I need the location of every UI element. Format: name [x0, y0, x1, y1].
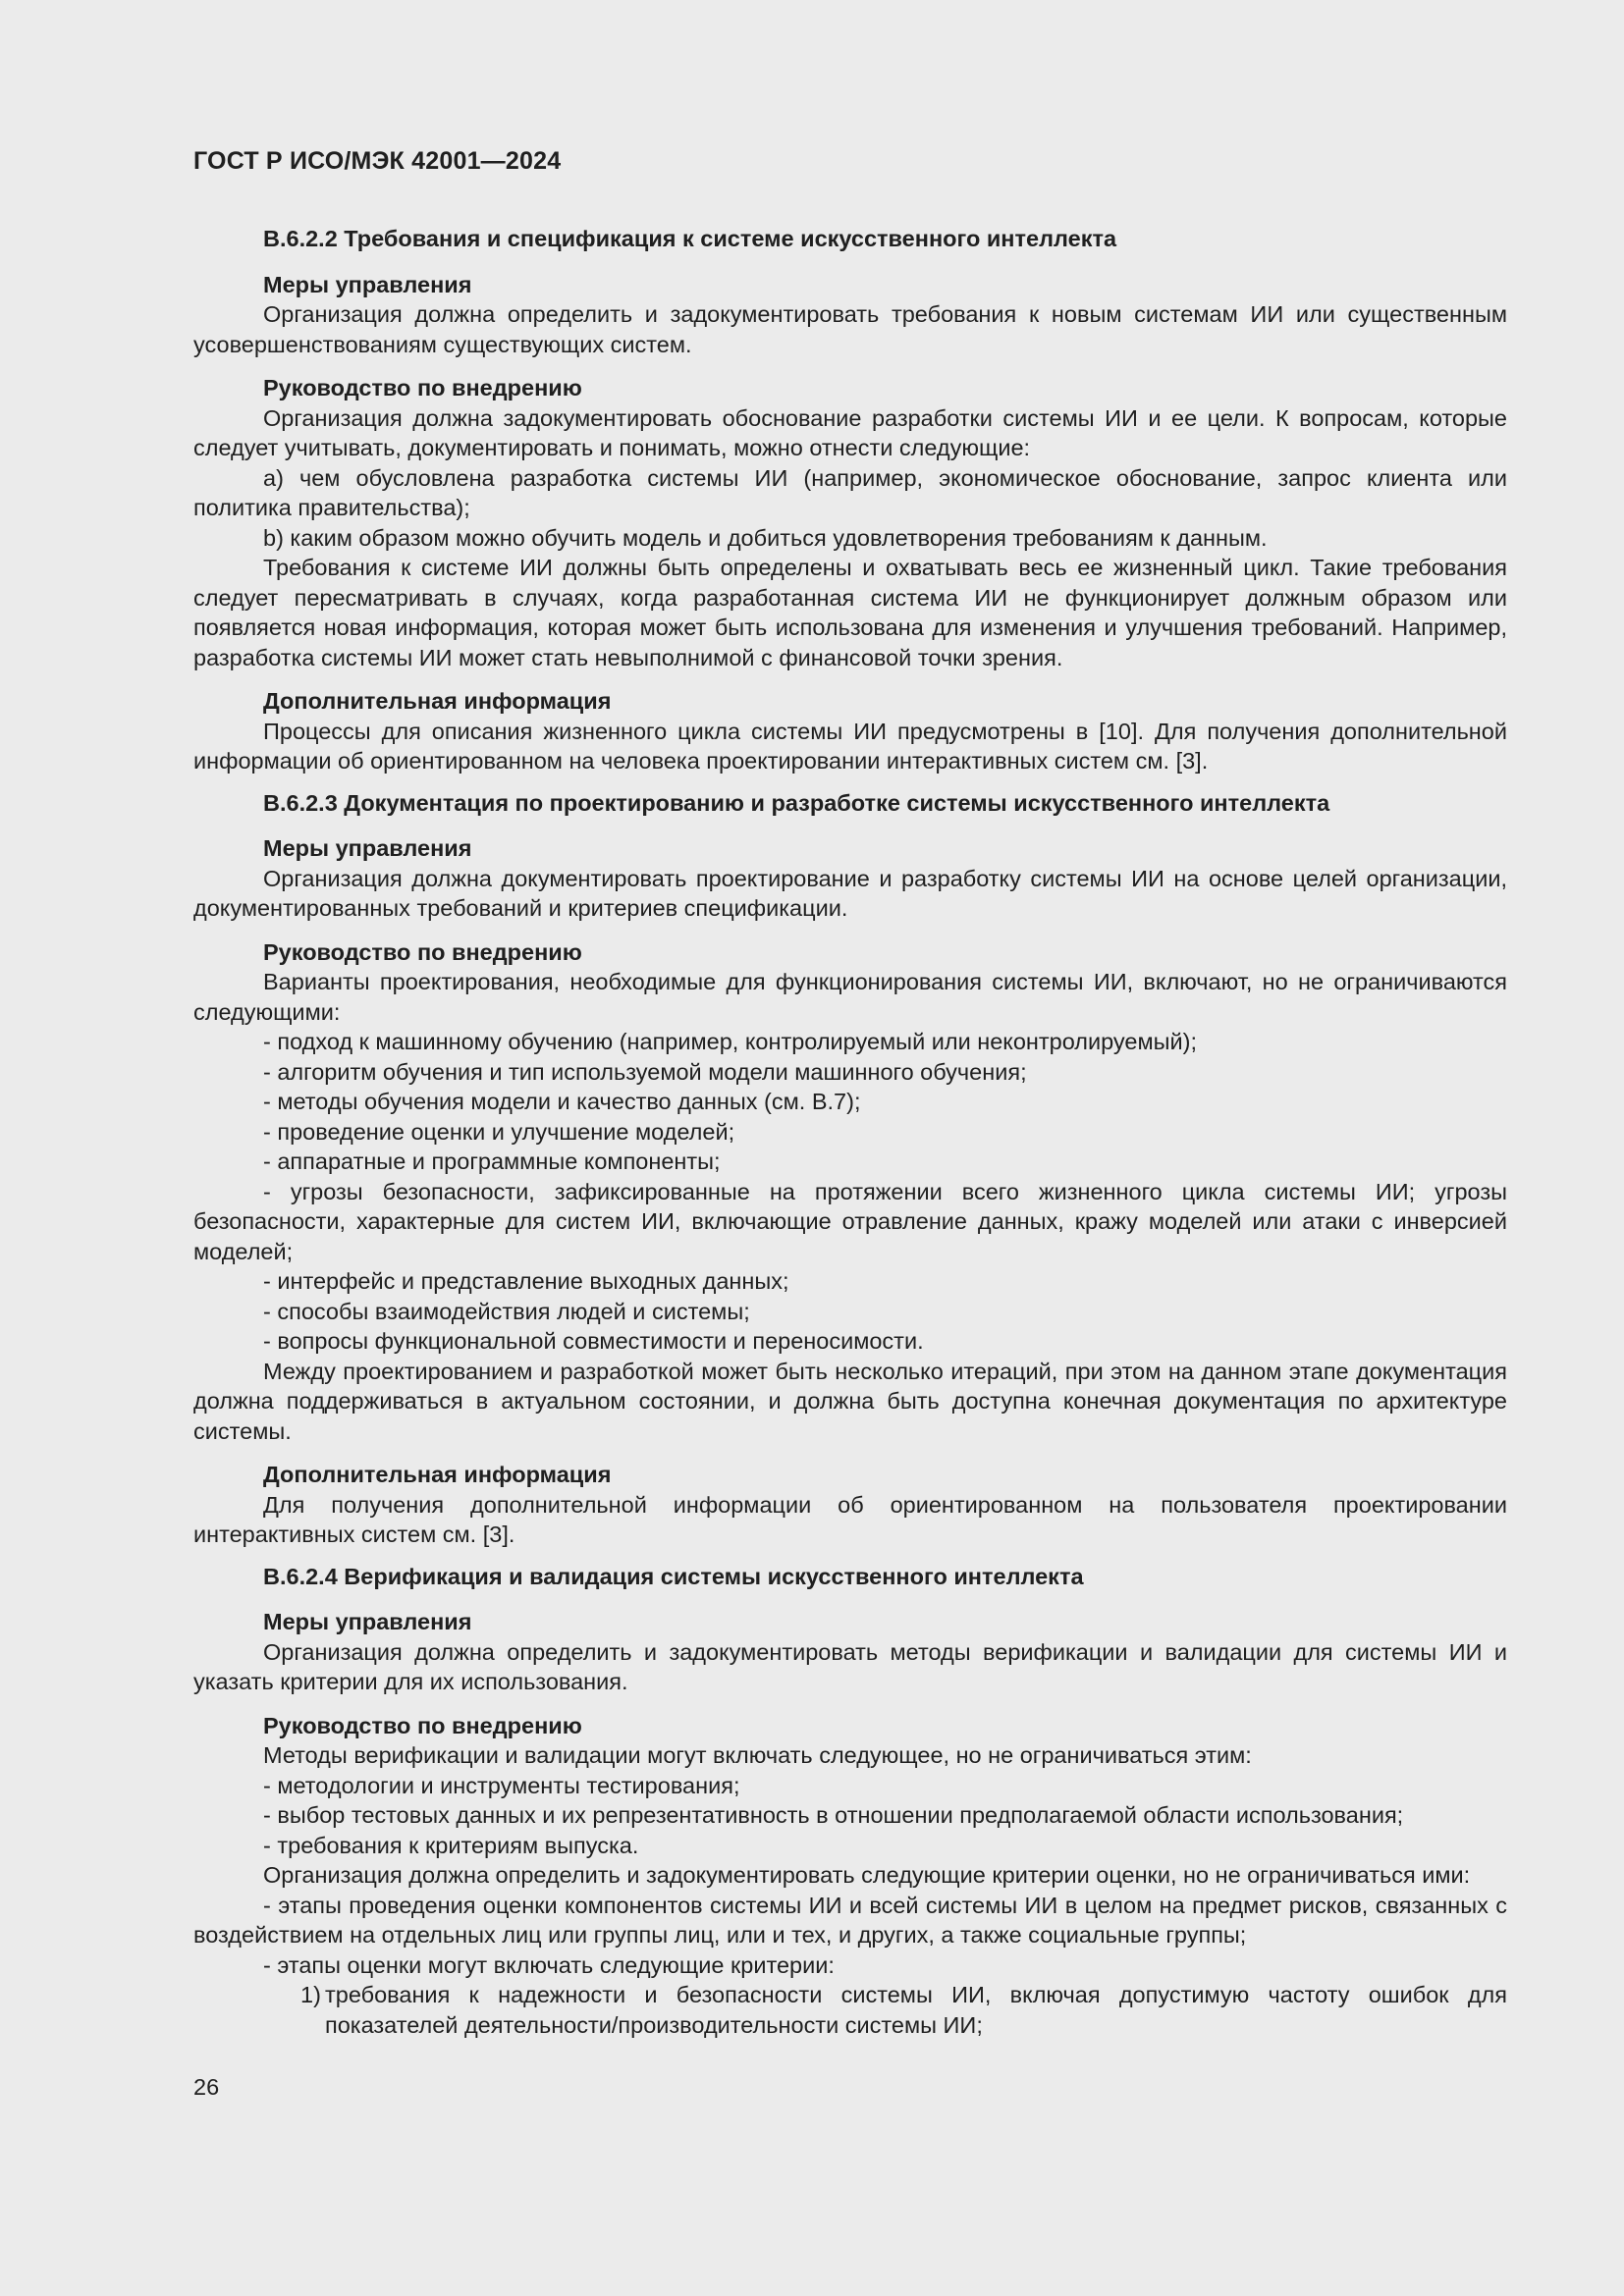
numbered-item-text: требования к надежности и безопасности системы ИИ, включая допустимую частоту ошибок для показателей деятельности/производительности системы ИИ;	[325, 1982, 1507, 2038]
list-item: - подход к машинному обучению (например, контролируемый или неконтролируемый);	[263, 1029, 1197, 1054]
list-item: - выбор тестовых данных и их репрезентативность в отношении предполагаемой области использования;	[263, 1802, 1404, 1828]
list-item: - угрозы безопасности, зафиксированные на протяжении всего жизненного цикла системы ИИ; угрозы безопасности, характерные для систем ИИ, включающие отравление данных, кражу моделей или атаки с инверсией моделей;	[193, 1178, 1507, 1264]
info-title: Дополнительная информация	[263, 1462, 612, 1487]
list-item: - методы обучения модели и качество данных (см. B.7);	[263, 1089, 861, 1114]
list-item: - способы взаимодействия людей и системы;	[263, 1298, 750, 1324]
list-item: - этапы оценки могут включать следующие критерии:	[263, 1951, 835, 1978]
list-item: - требования к критериям выпуска.	[263, 1832, 639, 1858]
guide-paragraph: Варианты проектирования, необходимые для функционирования системы ИИ, включают, но не ограничиваются следующими:	[193, 969, 1507, 1025]
controls-text: Организация должна определить и задокументировать методы верификации и валидации для системы ИИ и указать критерии для их использования.	[193, 1638, 1507, 1694]
list-item: - вопросы функциональной совместимости и переносимости.	[263, 1328, 924, 1354]
info-title: Дополнительная информация	[263, 688, 612, 714]
guide-title: Руководство по внедрению	[263, 375, 582, 400]
document-header: ГОСТ Р ИСО/МЭК 42001—2024	[193, 147, 562, 175]
guide-paragraph: Между проектированием и разработкой может быть несколько итераций, при этом на данном этапе документация должна поддерживаться в актуальном состоянии, и должна быть доступна конечная документация по архитектуре системы.	[193, 1358, 1507, 1444]
page-number: 26	[193, 2074, 220, 2100]
guide-paragraph: Методы верификации и валидации могут включать следующее, но не ограничиваться этим:	[263, 1742, 1252, 1768]
controls-text: Организация должна документировать проектирование и разработку системы ИИ на основе целей организации, документированных требований и критериев спецификации.	[193, 865, 1507, 921]
guide-title: Руководство по внедрению	[263, 938, 582, 965]
list-item: - методологии и инструменты тестирования;	[263, 1772, 740, 1798]
controls-title: Меры управления	[263, 271, 472, 297]
guide-item-a: a) чем обусловлена разработка системы ИИ (например, экономическое обоснование, запрос клиента или политика правительства);	[193, 464, 1507, 520]
list-item: - алгоритм обучения и тип используемой модели машинного обучения;	[263, 1058, 1027, 1085]
list-item: - интерфейс и представление выходных данных;	[263, 1268, 789, 1294]
list-item: - аппаратные и программные компоненты;	[263, 1148, 721, 1174]
numbered-item-label: 1)	[300, 1982, 321, 2007]
list-item: - проведение оценки и улучшение моделей;	[263, 1118, 735, 1145]
guide-paragraph: Организация должна определить и задокументировать следующие критерии оценки, но не ограничиваться ими:	[263, 1862, 1471, 1888]
guide-paragraph: Организация должна задокументировать обоснование разработки системы ИИ и ее цели. К вопросам, которые следует учитывать, документировать и понимать, можно отнести следующие:	[193, 404, 1507, 460]
info-text: Для получения дополнительной информации об ориентированном на пользователя проектировании интерактивных систем см. [3].	[193, 1491, 1507, 1547]
info-text: Процессы для описания жизненного цикла системы ИИ предусмотрены в [10]. Для получения дополнительной информации об ориентированном на человека проектировании интерактивных систем см. [3].	[193, 718, 1507, 774]
section-heading-b624: B.6.2.4 Верификация и валидация системы искусственного интеллекта	[263, 1563, 1084, 1589]
guide-paragraph: Требования к системе ИИ должны быть определены и охватывать весь ее жизненный цикл. Такие требования следует пересматривать в случаях, когда разработанная система ИИ не функционирует должным образом или появляется новая информация, которая может быть использована для изменения и улучшения требований. Например, разработка системы ИИ может стать невыполнимой с финансовой точки зрения.	[193, 555, 1507, 670]
section-heading-b623: B.6.2.3 Документация по проектированию и разработке системы искусственного интеллекта	[263, 789, 1330, 816]
list-item: - этапы проведения оценки компонентов системы ИИ и всей системы ИИ в целом на предмет рисков, связанных с воздействием на отдельных лиц или группы лиц, или и тех, и других, а также социальные группы;	[193, 1892, 1507, 1948]
guide-title: Руководство по внедрению	[263, 1712, 582, 1738]
controls-title: Меры управления	[263, 835, 472, 861]
controls-title: Меры управления	[263, 1609, 472, 1634]
numbered-item	[193, 1980, 1507, 2040]
document-body	[193, 224, 1507, 2040]
section-heading-b622: B.6.2.2 Требования и спецификация к системе искусственного интеллекта	[263, 226, 1117, 251]
guide-item-b: b) каким образом можно обучить модель и добиться удовлетворения требованиям к данным.	[263, 524, 1268, 551]
controls-text: Организация должна определить и задокументировать требования к новым системам ИИ или существенным усовершенствованиям существующих систем.	[193, 301, 1507, 357]
